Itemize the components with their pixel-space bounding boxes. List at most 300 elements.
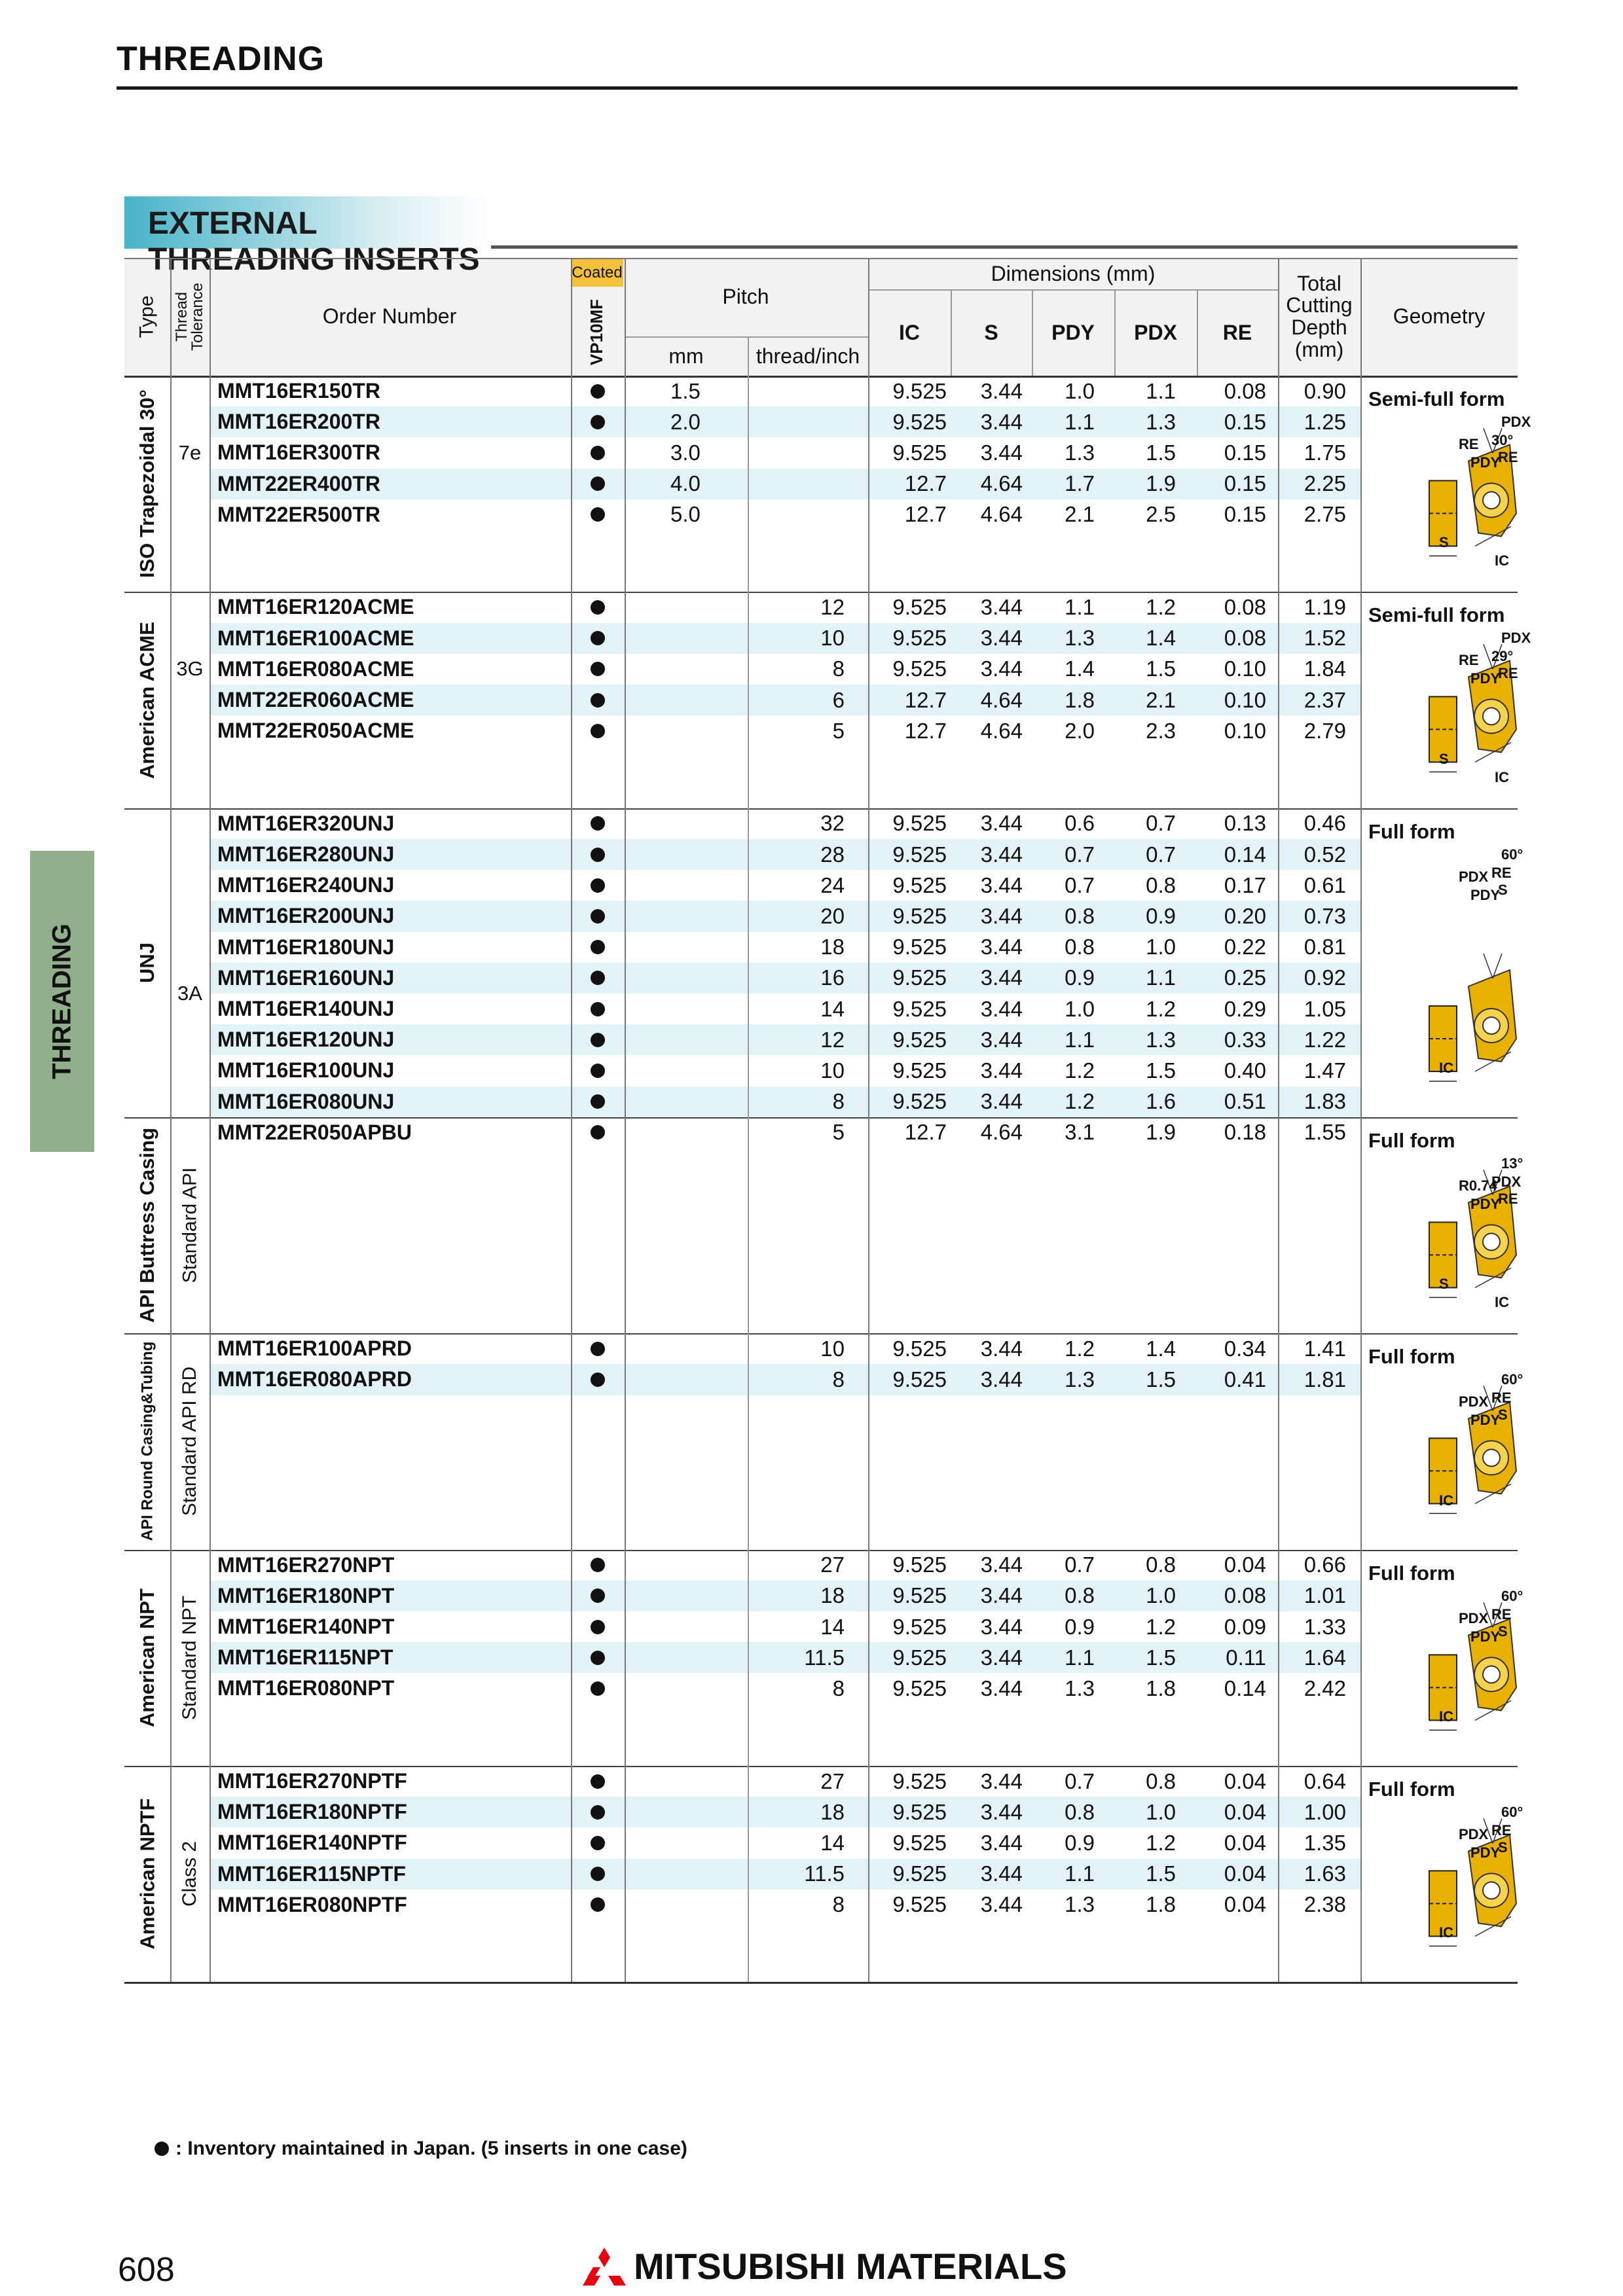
dim-ic: 9.525	[892, 626, 947, 651]
pitch-mm	[670, 963, 742, 994]
pitch-mm	[670, 1086, 742, 1117]
pitch-tpi	[748, 437, 845, 468]
inventory-dot-icon	[591, 662, 605, 676]
dim-re: 0.10	[1224, 718, 1266, 743]
dim-ic: 9.525	[892, 1861, 947, 1886]
section-title: EXTERNAL THREADING INSERTS	[148, 206, 480, 277]
coated-mark	[571, 437, 625, 468]
order-number: MMT16ER180NPTF	[217, 1800, 407, 1824]
pitch-mm	[670, 685, 742, 715]
geometry-label: 60°	[1501, 1587, 1523, 1604]
geometry-label: 29°	[1491, 648, 1514, 665]
pitch-mm	[670, 1642, 742, 1673]
thread-tolerance-text: Standard API	[179, 1167, 201, 1283]
inventory-dot-icon	[591, 600, 605, 615]
pitch-mm	[670, 592, 742, 622]
dim-ic: 9.525	[892, 903, 947, 928]
col-tolerance-label: Thread Tolerance	[173, 282, 206, 351]
thread-type-text: API Round Casing&Tubing	[138, 1341, 156, 1541]
inventory-dot-icon	[591, 693, 605, 708]
dim-re: 0.04	[1224, 1830, 1266, 1855]
dim-ic: 9.525	[892, 378, 947, 403]
dim-pdx: 1.0	[1146, 1799, 1176, 1824]
dim-re: 0.15	[1224, 440, 1266, 465]
dim-s: 3.44	[980, 626, 1023, 651]
coated-mark	[571, 963, 625, 994]
pitch-tpi: 8	[832, 656, 845, 681]
dim-ic: 9.525	[892, 1552, 947, 1577]
pitch-mm	[670, 1550, 742, 1581]
geometry-diagram	[1360, 1117, 1523, 1333]
coated-mark	[571, 685, 625, 715]
dim-ic: 9.525	[892, 409, 947, 434]
pitch-tpi: 8	[832, 1892, 845, 1917]
geometry-label: PDY	[1470, 886, 1501, 903]
coated-mark	[571, 376, 625, 406]
dim-s: 3.44	[980, 378, 1023, 403]
dim-s: 3.44	[980, 1027, 1023, 1052]
dim-s: 3.44	[980, 1583, 1023, 1608]
dim-re: 0.15	[1224, 502, 1266, 527]
dim-re: 0.04	[1224, 1799, 1266, 1824]
order-number: MMT22ER500TR	[217, 502, 380, 526]
inventory-dot-icon	[591, 971, 605, 985]
dim-ic: 9.525	[892, 1614, 947, 1639]
pitch-tpi: 18	[820, 935, 845, 960]
pitch-mm	[670, 1827, 742, 1858]
order-number: MMT16ER080NPTF	[217, 1892, 407, 1916]
pitch-mm: 4.0	[670, 471, 701, 496]
col-s-header	[951, 291, 1032, 376]
thread-type-text: American ACME	[136, 621, 158, 779]
thread-type-text: UNJ	[135, 942, 158, 983]
coated-mark	[571, 1766, 625, 1797]
col-pitch-mm-label: mm	[668, 344, 704, 368]
col-depth-label: Total Cutting Depth (mm)	[1286, 271, 1353, 361]
dim-ic: 9.525	[892, 965, 947, 990]
inventory-dot-icon	[591, 1836, 605, 1850]
insert-drawing-icon	[1360, 1117, 1518, 1333]
col-depth-header	[1278, 258, 1360, 376]
coated-mark	[571, 1550, 625, 1581]
pitch-tpi: 12	[820, 594, 845, 619]
dim-re: 0.11	[1226, 1645, 1266, 1670]
geometry-label: PDY	[1470, 1844, 1501, 1861]
geometry-label: PDX	[1459, 1826, 1489, 1842]
geometry-label: PDX	[1459, 1393, 1489, 1410]
pitch-tpi: 10	[820, 1058, 845, 1083]
pitch-tpi: 20	[820, 903, 845, 928]
dim-ic: 9.525	[892, 811, 947, 836]
order-number: MMT16ER160UNJ	[217, 965, 395, 990]
dim-pdx: 0.8	[1146, 1768, 1176, 1793]
geometry-label: RE	[1459, 652, 1479, 669]
pitch-mm	[670, 1055, 742, 1086]
dim-ic: 9.525	[892, 1583, 947, 1608]
pitch-tpi	[748, 376, 845, 406]
thread-tolerance	[170, 1550, 210, 1766]
pitch-mm	[670, 1890, 742, 1920]
pitch-tpi: 12	[820, 1027, 845, 1052]
dim-re: 0.09	[1224, 1614, 1266, 1639]
dim-re: 0.04	[1224, 1892, 1266, 1917]
total-depth: 2.37	[1304, 687, 1346, 712]
total-depth: 1.52	[1304, 626, 1346, 651]
thread-type-label	[124, 592, 170, 808]
dim-ic: 9.525	[892, 1089, 947, 1114]
geometry-label: PDX	[1501, 630, 1531, 647]
grid-line	[124, 1117, 1518, 1119]
side-tab[interactable]	[30, 851, 94, 1152]
order-number: MMT16ER140UNJ	[217, 997, 395, 1021]
dim-pdy: 1.1	[1065, 594, 1095, 619]
dim-pdy: 0.6	[1065, 811, 1095, 836]
pitch-tpi: 14	[820, 1830, 845, 1855]
grid-line	[571, 258, 572, 1982]
pitch-mm	[670, 1024, 742, 1055]
dim-pdy: 1.4	[1065, 656, 1095, 681]
col-pdx-header	[1114, 291, 1197, 376]
thread-type-label	[124, 1550, 170, 1766]
col-coated-label: Coated	[572, 264, 623, 281]
dim-s: 3.44	[980, 842, 1023, 867]
total-depth: 1.25	[1304, 409, 1346, 434]
dim-ic: 9.525	[892, 996, 947, 1021]
dim-pdx: 1.3	[1146, 409, 1176, 434]
inventory-dot-icon	[591, 1558, 605, 1572]
dim-ic: 9.525	[892, 1799, 947, 1824]
inventory-dot-icon	[591, 1805, 605, 1820]
dim-re: 0.13	[1224, 811, 1266, 836]
pitch-tpi: 11.5	[804, 1645, 845, 1670]
geometry-title: Full form	[1368, 1128, 1455, 1152]
page-header	[117, 38, 1518, 90]
inventory-dot-icon	[591, 1125, 605, 1139]
dim-pdx: 1.9	[1146, 471, 1176, 496]
geometry-label: PDY	[1470, 1628, 1501, 1645]
order-number: MMT16ER180NPT	[217, 1583, 395, 1607]
dim-pdx: 1.2	[1146, 594, 1176, 619]
total-depth: 1.41	[1304, 1336, 1346, 1361]
coated-mark	[571, 715, 625, 746]
order-number: MMT16ER115NPTF	[217, 1861, 407, 1886]
dim-pdx: 1.5	[1146, 440, 1176, 465]
order-number: MMT16ER080NPT	[217, 1676, 395, 1700]
total-depth: 1.05	[1304, 996, 1346, 1021]
dim-pdx: 0.7	[1146, 842, 1176, 867]
geometry-label: S	[1498, 1407, 1508, 1424]
col-type-label: Type	[136, 295, 158, 338]
dim-ic: 9.525	[892, 1367, 947, 1391]
pitch-mm	[670, 994, 742, 1024]
dim-pdx: 1.1	[1146, 965, 1176, 990]
thread-tolerance: 7e	[178, 440, 202, 464]
col-grade-header	[571, 288, 623, 376]
dim-pdy: 1.3	[1065, 1892, 1095, 1917]
dim-ic: 9.525	[892, 1830, 947, 1855]
dim-s: 3.44	[980, 1336, 1023, 1361]
dim-ic: 12.7	[904, 1120, 947, 1145]
pitch-tpi: 5	[832, 718, 845, 743]
order-number: MMT16ER270NPT	[217, 1552, 395, 1577]
pitch-tpi: 18	[820, 1583, 845, 1608]
grid-line	[868, 289, 1278, 291]
geometry-label: RE	[1459, 436, 1479, 452]
page-number: 608	[118, 2251, 175, 2289]
geometry-title: Full form	[1368, 1561, 1455, 1585]
inventory-dot-icon	[591, 1620, 605, 1634]
inventory-dot-icon	[591, 724, 605, 738]
geometry-label: IC	[1495, 1294, 1509, 1311]
pitch-tpi	[748, 469, 845, 499]
order-number: MMT16ER120UNJ	[217, 1028, 395, 1052]
coated-mark	[571, 1859, 625, 1890]
pitch-mm	[670, 1673, 742, 1704]
thread-tolerance	[170, 1333, 210, 1549]
inventory-dot-icon	[591, 1867, 605, 1881]
total-depth: 0.90	[1304, 378, 1346, 403]
coated-mark	[571, 1642, 625, 1673]
inventory-dot-icon	[591, 1897, 605, 1912]
total-depth: 1.63	[1304, 1861, 1346, 1886]
thread-type-label	[124, 808, 170, 1117]
grid-line	[951, 289, 952, 376]
dim-pdx: 1.5	[1146, 1861, 1176, 1886]
order-number: MMT16ER080APRD	[217, 1367, 412, 1391]
coated-mark	[571, 1611, 625, 1642]
brand-name: MITSUBISHI MATERIALS	[634, 2246, 1067, 2287]
insert-drawing-icon	[1360, 592, 1518, 808]
dim-pdy: 1.2	[1065, 1058, 1095, 1083]
inventory-dot-icon	[155, 2142, 169, 2156]
geometry-label: 60°	[1501, 846, 1523, 863]
order-number: MMT16ER270NPTF	[217, 1769, 407, 1793]
order-number: MMT16ER080UNJ	[217, 1089, 395, 1113]
col-geometry-label: Geometry	[1393, 304, 1486, 329]
pitch-mm	[670, 901, 742, 931]
inventory-dot-icon	[591, 507, 605, 522]
thread-type-text: ISO Trapezoidal 30°	[136, 389, 158, 579]
thread-type-label	[124, 1117, 170, 1333]
pitch-tpi: 18	[820, 1799, 845, 1824]
dim-ic: 9.525	[892, 1645, 947, 1670]
dim-pdy: 1.3	[1065, 626, 1095, 651]
section-rule	[491, 245, 1518, 249]
pitch-tpi: 10	[820, 1336, 845, 1361]
thread-type-label	[124, 376, 170, 592]
geometry-diagram	[1360, 592, 1531, 808]
thread-type-text: American NPT	[136, 1588, 158, 1727]
dim-pdy: 1.1	[1065, 1027, 1095, 1052]
dim-pdy: 0.9	[1065, 1614, 1095, 1639]
grid-line	[1197, 289, 1198, 376]
dim-pdx: 1.2	[1146, 996, 1176, 1021]
thread-tolerance-text: Standard NPT	[179, 1595, 200, 1720]
order-number: MMT16ER200TR	[217, 410, 380, 434]
pitch-mm	[670, 1611, 742, 1642]
geometry-label: 60°	[1501, 1371, 1523, 1388]
coated-mark	[571, 932, 625, 963]
order-number: MMT16ER140NPTF	[217, 1831, 407, 1855]
order-number: MMT16ER280UNJ	[217, 842, 395, 867]
coated-mark	[571, 1055, 625, 1086]
pitch-mm	[670, 1797, 742, 1827]
col-order-header	[210, 258, 570, 376]
total-depth: 2.25	[1304, 471, 1346, 496]
dim-ic: 12.7	[904, 471, 947, 496]
dim-ic: 9.525	[892, 1336, 947, 1361]
geometry-label: IC	[1439, 1924, 1453, 1941]
geometry-title: Full form	[1368, 1778, 1455, 1801]
grid-line	[1360, 258, 1362, 1982]
pitch-tpi: 5	[832, 1120, 845, 1145]
dim-re: 0.14	[1224, 1676, 1266, 1700]
page-header-title: THREADING	[117, 40, 325, 78]
geometry-title: Semi-full form	[1368, 387, 1505, 410]
dim-pdy: 0.8	[1065, 903, 1095, 928]
dim-pdy: 1.3	[1065, 440, 1095, 465]
dim-pdy: 0.8	[1065, 1583, 1095, 1608]
coated-mark	[571, 808, 625, 839]
col-pitch-mm-header	[625, 338, 748, 376]
brand-logo	[583, 2245, 1067, 2287]
col-ic-header	[868, 291, 951, 376]
dim-s: 3.44	[980, 1676, 1023, 1700]
dim-ic: 12.7	[904, 502, 947, 527]
dim-s: 4.64	[980, 1120, 1023, 1145]
pitch-tpi: 8	[832, 1367, 845, 1391]
coated-mark	[571, 1827, 625, 1858]
dim-pdx: 2.1	[1146, 687, 1176, 712]
coated-mark	[571, 1581, 625, 1611]
col-dimensions-header	[868, 258, 1278, 291]
pitch-mm: 1.5	[670, 378, 701, 403]
inventory-dot-icon	[591, 878, 605, 893]
col-pdx-label: PDX	[1134, 321, 1177, 345]
pitch-tpi: 16	[820, 965, 845, 990]
geometry-label: 60°	[1501, 1804, 1523, 1820]
insert-drawing-icon	[1360, 1333, 1518, 1549]
dim-s: 3.44	[980, 872, 1023, 897]
dim-pdx: 1.5	[1146, 1058, 1176, 1083]
dim-pdy: 1.1	[1065, 409, 1095, 434]
side-tab-label: THREADING	[47, 924, 77, 1079]
col-pdy-header	[1032, 291, 1114, 376]
mitsubishi-diamonds-icon	[583, 2248, 626, 2286]
dim-re: 0.15	[1224, 471, 1266, 496]
dim-pdy: 1.3	[1065, 1676, 1095, 1700]
dim-pdx: 1.8	[1146, 1676, 1176, 1700]
dim-re: 0.04	[1224, 1552, 1266, 1577]
dim-re: 0.25	[1224, 965, 1266, 990]
dim-s: 3.44	[980, 935, 1023, 960]
dim-ic: 9.525	[892, 656, 947, 681]
dim-pdy: 0.7	[1065, 1768, 1095, 1793]
dim-pdy: 3.1	[1065, 1120, 1095, 1145]
pitch-mm	[670, 1766, 742, 1797]
dim-re: 0.22	[1224, 935, 1266, 960]
dim-s: 3.44	[980, 1614, 1023, 1639]
pitch-mm	[670, 1333, 742, 1364]
geometry-label: S	[1498, 1839, 1508, 1856]
order-number: MMT16ER100APRD	[217, 1336, 412, 1361]
dim-pdy: 0.7	[1065, 1552, 1095, 1577]
inventory-dot-icon	[591, 415, 605, 429]
pitch-tpi: 8	[832, 1089, 845, 1114]
thread-tolerance	[170, 1117, 210, 1333]
pitch-tpi: 28	[820, 842, 845, 867]
inventory-dot-icon	[591, 631, 605, 645]
dim-re: 0.34	[1224, 1336, 1266, 1361]
order-number: MMT16ER100UNJ	[217, 1058, 395, 1083]
pitch-mm: 2.0	[670, 409, 701, 434]
dim-pdy: 0.7	[1065, 842, 1095, 867]
col-pitch-label: Pitch	[722, 285, 769, 309]
pitch-tpi: 27	[820, 1768, 845, 1793]
inventory-dot-icon	[591, 816, 605, 831]
dim-pdx: 1.3	[1146, 1027, 1176, 1052]
dim-ic: 9.525	[892, 440, 947, 465]
geometry-label: IC	[1495, 768, 1509, 785]
dim-pdx: 1.5	[1146, 1645, 1176, 1670]
col-dimensions-label: Dimensions (mm)	[991, 262, 1156, 286]
dim-ic: 9.525	[892, 935, 947, 960]
total-depth: 0.81	[1304, 935, 1346, 960]
total-depth: 0.64	[1304, 1768, 1346, 1793]
dim-pdx: 0.8	[1146, 1552, 1176, 1577]
geometry-label: PDX	[1501, 414, 1531, 430]
geometry-label: RE	[1491, 864, 1512, 881]
dim-s: 3.44	[980, 1861, 1023, 1886]
total-depth: 1.81	[1304, 1367, 1346, 1391]
coated-mark	[571, 1364, 625, 1395]
thread-tolerance-text: Class 2	[179, 1841, 201, 1907]
col-order-label: Order Number	[322, 304, 457, 329]
dim-pdx: 0.9	[1146, 903, 1176, 928]
coated-mark	[571, 592, 625, 622]
geometry-label: PDX	[1459, 1609, 1489, 1626]
dim-pdy: 1.1	[1065, 1645, 1095, 1670]
col-ic-label: IC	[899, 321, 920, 345]
total-depth: 0.46	[1304, 811, 1346, 836]
insert-drawing-icon	[1360, 376, 1518, 592]
dim-ic: 9.525	[892, 872, 947, 897]
coated-mark	[571, 654, 625, 685]
coated-mark	[571, 994, 625, 1024]
dim-s: 3.44	[980, 656, 1023, 681]
geometry-label: PDY	[1470, 1412, 1501, 1429]
geometry-label: PDY	[1470, 1195, 1501, 1212]
geometry-label: S	[1439, 750, 1449, 767]
thread-tolerance: 3G	[176, 657, 204, 681]
dim-s: 3.44	[980, 1367, 1023, 1391]
grid-line	[625, 336, 868, 338]
order-number: MMT16ER115NPT	[217, 1645, 393, 1670]
col-geometry-header	[1360, 258, 1518, 376]
pitch-mm	[670, 932, 742, 963]
thread-type-label	[124, 1766, 170, 1982]
dim-s: 4.64	[980, 687, 1023, 712]
coated-mark	[571, 901, 625, 931]
geometry-label: S	[1439, 534, 1449, 551]
coated-mark	[571, 870, 625, 901]
coated-mark	[571, 1797, 625, 1827]
inventory-dot-icon	[591, 1651, 605, 1665]
inventory-dot-icon	[591, 446, 605, 460]
order-number: MMT16ER080ACME	[217, 656, 414, 681]
dim-s: 3.44	[980, 594, 1023, 619]
dim-pdx: 1.5	[1146, 1367, 1176, 1391]
